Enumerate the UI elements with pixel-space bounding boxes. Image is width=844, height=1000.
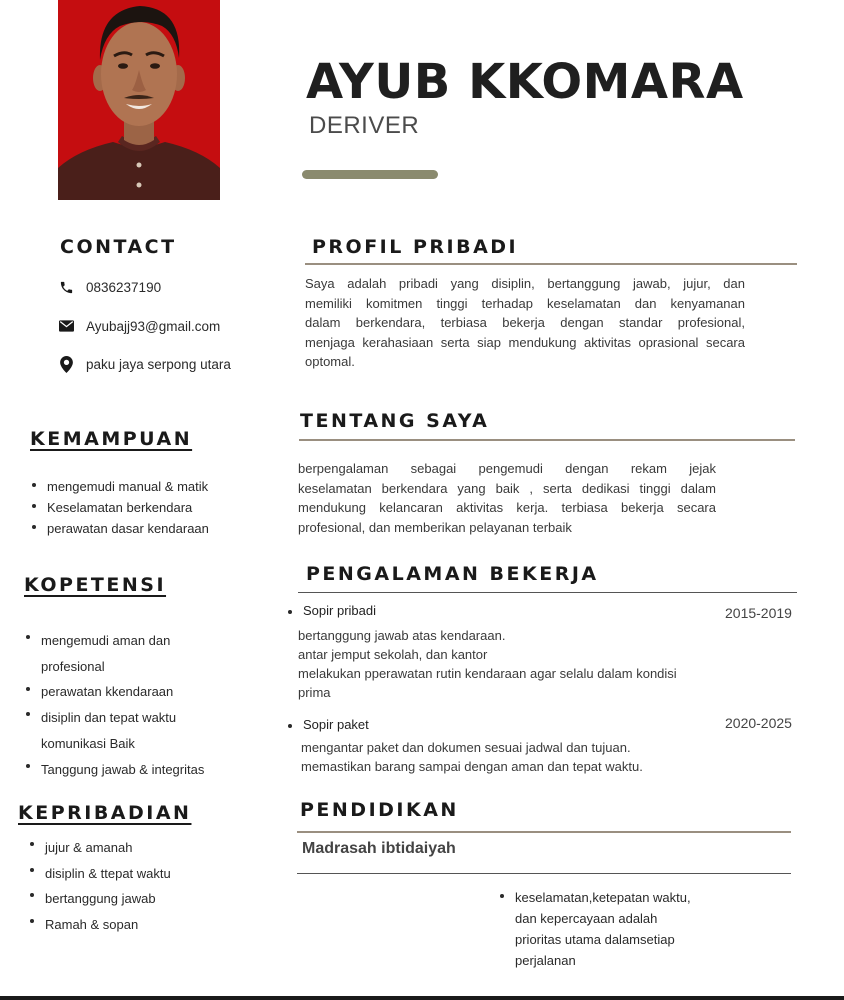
- section-divider: [297, 873, 791, 874]
- list-item-continuation: profesional: [41, 658, 105, 674]
- address-text: paku jaya serpong utara: [86, 356, 231, 372]
- mail-icon: [58, 318, 74, 334]
- job-title: Sopir pribadi: [286, 603, 376, 619]
- list-item: Tanggung jawab & integritas: [24, 757, 204, 783]
- job-title-list: [286, 717, 369, 733]
- list-item-continuation: perjalanan: [515, 953, 576, 968]
- job-description: [298, 626, 677, 702]
- kemampuan-heading: KEMAMPUAN: [30, 428, 193, 450]
- contact-address: [58, 356, 231, 372]
- list-item: perawatan dasar kendaraan: [30, 518, 209, 539]
- tentang-paragraph: [298, 459, 716, 537]
- profil-heading: PROFIL PRIBADI: [312, 236, 519, 258]
- job-dates: 2015-2019: [725, 605, 792, 621]
- section-divider: [305, 263, 797, 265]
- school-name: Madrasah ibtidaiyah: [302, 840, 456, 857]
- job-desc-line: mengantar paket dan dokumen sesuai jadwal dan tujuan.: [301, 740, 631, 755]
- tentang-heading: TENTANG SAYA: [300, 410, 490, 432]
- paragraph-line: dalam berkendara, terbiasa bekerja dengan standar profesional,: [305, 315, 745, 330]
- contact-email: [58, 318, 220, 334]
- pendidikan-list: [498, 887, 691, 971]
- accent-bar: [302, 170, 438, 179]
- list-item: perawatan kkendaraan: [24, 679, 204, 705]
- paragraph-line: profesional, dan memberikan pelayanan terbaik: [298, 519, 572, 535]
- list-item-continuation: komunikasi Baik: [41, 735, 135, 751]
- list-item-continuation: prioritas utama dalamsetiap: [515, 932, 675, 947]
- job-description: [301, 738, 643, 776]
- paragraph-line: optomal.: [305, 354, 355, 369]
- list-item: disiplin dan tepat waktu: [24, 705, 204, 731]
- kemampuan-list: [30, 476, 209, 539]
- profile-photo: [58, 0, 220, 200]
- pendidikan-heading: PENDIDIKAN: [300, 799, 459, 821]
- phone-number: 0836237190: [86, 279, 162, 295]
- job-desc-line: prima: [298, 685, 331, 700]
- paragraph-line: keselamatan berkendara yang baik , serta dedikasi tinggi dalam: [298, 480, 716, 496]
- list-item: bertanggung jawab: [28, 886, 171, 912]
- job-desc-line: bertanggung jawab atas kendaraan.: [298, 628, 506, 643]
- contact-phone: [58, 279, 161, 295]
- paragraph-line: memiliki komitmen tinggi terhadap keselamatan dan kenyamanan: [305, 295, 745, 311]
- list-item-continuation: dan kepercayaan adalah: [515, 911, 658, 926]
- section-divider: [297, 831, 791, 833]
- paragraph-line: Saya adalah pribadi yang disiplin, bertanggung jawab, jujur, dan: [305, 276, 745, 291]
- paragraph-line: berpengalaman sebagai pengemudi dengan rekam jejak: [298, 461, 716, 476]
- kompetensi-list: [24, 628, 204, 782]
- kepribadian-heading: KEPRIBADIAN: [18, 802, 192, 824]
- pengalaman-heading: PENGALAMAN BEKERJA: [306, 563, 599, 585]
- job-title-list: [286, 603, 376, 619]
- list-item: [498, 908, 691, 929]
- candidate-name: AYUB KKOMARA: [306, 54, 744, 110]
- contact-heading: CONTACT: [60, 236, 177, 258]
- list-item: [24, 654, 204, 680]
- kepribadian-list: [28, 835, 171, 937]
- list-item: disiplin & ttepat waktu: [28, 861, 171, 887]
- email-address: Ayubajj93@gmail.com: [86, 318, 221, 334]
- profil-paragraph: [305, 274, 745, 372]
- kompetensi-heading: KOPETENSI: [24, 574, 167, 596]
- page-bottom-edge: [0, 996, 844, 1000]
- list-item: mengemudi manual & matik: [30, 476, 209, 497]
- job-desc-line: memastikan barang sampai dengan aman dan tepat waktu.: [301, 759, 643, 774]
- section-divider: [298, 592, 797, 593]
- job-role: DERIVER: [309, 112, 420, 139]
- paragraph-line: menjaga kerahasiaan serta siap mendukung aktivitas oprasional secara: [305, 334, 745, 350]
- list-item: [24, 731, 204, 757]
- job-desc-line: antar jemput sekolah, dan kantor: [298, 647, 488, 662]
- job-desc-line: melakukan pperawatan rutin kendaraan agar selalu dalam kondisi: [298, 666, 677, 681]
- list-item: Keselamatan berkendara: [30, 497, 209, 518]
- phone-icon: [58, 279, 74, 295]
- job-dates: 2020-2025: [725, 715, 792, 731]
- paragraph-line: mendukung kelancaran aktivitas kerja. terbiasa bekerja secara: [298, 500, 716, 515]
- list-item: [498, 929, 691, 950]
- location-pin-icon: [58, 356, 74, 372]
- list-item: keselamatan,ketepatan waktu,: [498, 887, 691, 908]
- section-divider: [299, 439, 795, 441]
- list-item: [498, 950, 691, 971]
- list-item: jujur & amanah: [28, 835, 171, 861]
- job-title: Sopir paket: [286, 717, 369, 733]
- list-item: Ramah & sopan: [28, 912, 171, 938]
- list-item: mengemudi aman dan: [24, 628, 204, 654]
